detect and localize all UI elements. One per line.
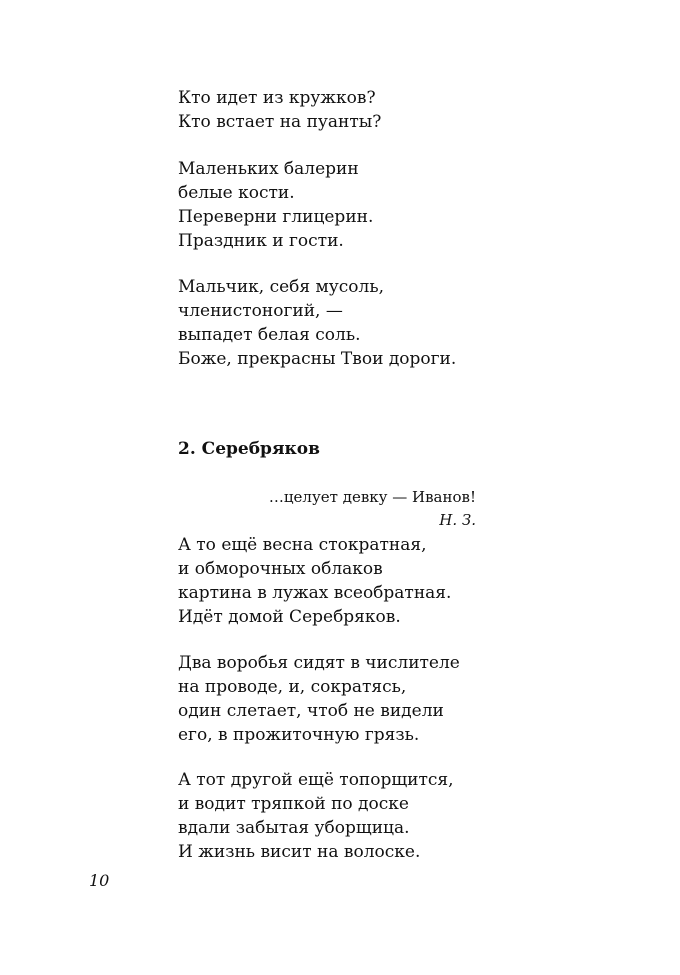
verse-line: Кто идет из кружков? (178, 88, 376, 108)
verse-line: выпадет белая соль. (178, 325, 361, 345)
poem-heading: 2. Серебряков (178, 439, 320, 459)
verse-line: и водит тряпкой по доске (178, 794, 409, 814)
verse-line: на проводе, и, сократясь, (178, 677, 407, 697)
verse-line: членистоногий, — (178, 301, 343, 321)
verse-line: Боже, прекрасны Твои дороги. (178, 349, 457, 369)
epigraph-author: Н. З. (439, 511, 476, 529)
epigraph-text: …целует девку — Иванов! (268, 488, 476, 506)
verse-line: Переверни глицерин. (178, 207, 374, 227)
verse-line: Мальчик, себя мусоль, (178, 277, 384, 297)
verse-line: и обморочных облаков (178, 559, 383, 579)
stanza-1 (178, 86, 381, 134)
verse-line: Праздник и гости. (178, 231, 344, 251)
verse-line: картина в лужах всеобратная. (178, 583, 452, 603)
epigraph (178, 486, 476, 532)
verse-line: его, в прожиточную грязь. (178, 725, 420, 745)
verse-line: белые кости. (178, 183, 295, 203)
verse-line: И жизнь висит на волоске. (178, 842, 421, 862)
stanza-4 (178, 533, 451, 629)
verse-line: А то ещё весна стократная, (178, 535, 427, 555)
stanza-6 (178, 768, 454, 864)
page-number: 10 (89, 871, 110, 890)
stanza-5 (178, 651, 460, 747)
stanza-2 (178, 157, 373, 253)
verse-line: один слетает, чтоб не видели (178, 701, 444, 721)
verse-line: Маленьких балерин (178, 159, 359, 179)
verse-line: Идёт домой Серебряков. (178, 607, 401, 627)
verse-line: вдали забытая уборщица. (178, 818, 410, 838)
verse-line: А тот другой ещё топорщится, (178, 770, 454, 790)
verse-line: Кто встает на пуанты? (178, 112, 382, 132)
stanza-3 (178, 275, 456, 371)
verse-line: Два воробья сидят в числителе (178, 653, 460, 673)
